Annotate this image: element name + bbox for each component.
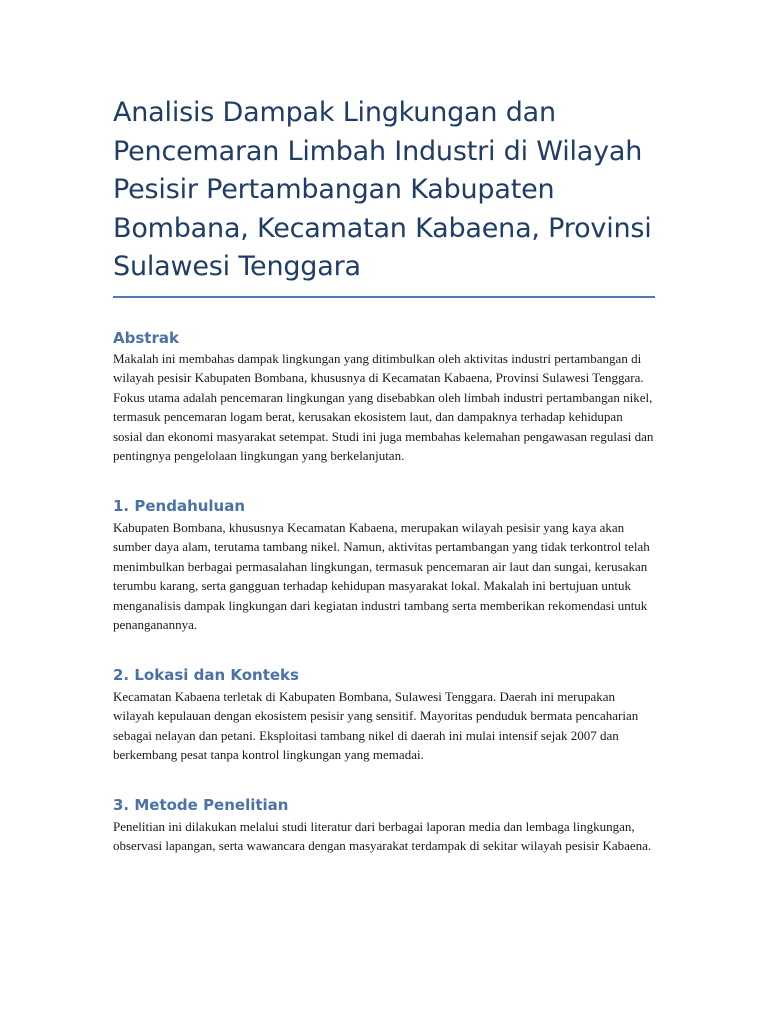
section-heading-metode-penelitian: 3. Metode Penelitian: [113, 795, 289, 814]
section-body-lokasi-konteks: Kecamatan Kabaena terletak di Kabupaten Bombana, Sulawesi Tenggara. Daerah ini merupakan wilayah kepulauan dengan ekosistem pesisir yang sensitif. Mayoritas penduduk bermata pencaharian sebagai nelayan dan petani. Eksploitasi tambang nikel di daerah ini mulai intensif sejak 2007 dan berkembang pesat tanpa kontrol lingkungan yang memadai.: [113, 688, 639, 762]
section-lokasi-konteks: [113, 665, 655, 765]
section-heading-lokasi-konteks: 2. Lokasi dan Konteks: [113, 665, 299, 684]
section-heading-abstract: Abstrak: [113, 328, 179, 347]
section-abstract: [113, 328, 655, 466]
title-divider: [113, 296, 655, 298]
document-title: Analisis Dampak Lingkungan dan Pencemaran Limbah Industri di Wilayah Pesisir Pertambangan Kabupaten Bombana, Kecamatan Kabaena, Provinsi Sulawesi Tenggara: [113, 97, 652, 282]
section-heading-pendahuluan: 1. Pendahuluan: [113, 496, 246, 515]
section-body-pendahuluan: Kabupaten Bombana, khususnya Kecamatan Kabaena, merupakan wilayah pesisir yang kaya akan sumber daya alam, terutama tambang nikel. Namun, aktivitas pertambangan yang tidak terkontrol telah menimbulkan berbagai permasalahan lingkungan, termasuk pencemaran air laut dan sungai, kerusakan terumbu karang, serta gangguan terhadap kehidupan masyarakat lokal. Makalah ini bertujuan untuk menganalisis dampak lingkungan dari kegiatan industri tambang serta memberikan rekomendasi untuk penanganannya.: [113, 519, 650, 632]
section-body-metode-penelitian: Penelitian ini dilakukan melalui studi literatur dari berbagai laporan media dan lembaga lingkungan, observasi lapangan, serta wawancara dengan masyarakat terdampak di sekitar wilayah pesisir Kabaena.: [113, 818, 652, 853]
section-metode-penelitian: [113, 795, 655, 856]
section-body-abstract: Makalah ini membahas dampak lingkungan yang ditimbulkan oleh aktivitas industri pertambangan di wilayah pesisir Kabupaten Bombana, khususnya di Kecamatan Kabaena, Provinsi Sulawesi Tenggara. Fokus utama adalah pencemaran lingkungan yang disebabkan oleh limbah industri pertambangan nikel, termasuk pencemaran logam berat, kerusakan ekosistem laut, dan dampaknya terhadap kehidupan sosial dan ekonomi masyarakat setempat. Studi ini juga membahas kelemahan pengawasan regulasi dan pentingnya pengelolaan lingkungan yang berkelanjutan.: [113, 350, 654, 463]
section-pendahuluan: [113, 496, 655, 635]
